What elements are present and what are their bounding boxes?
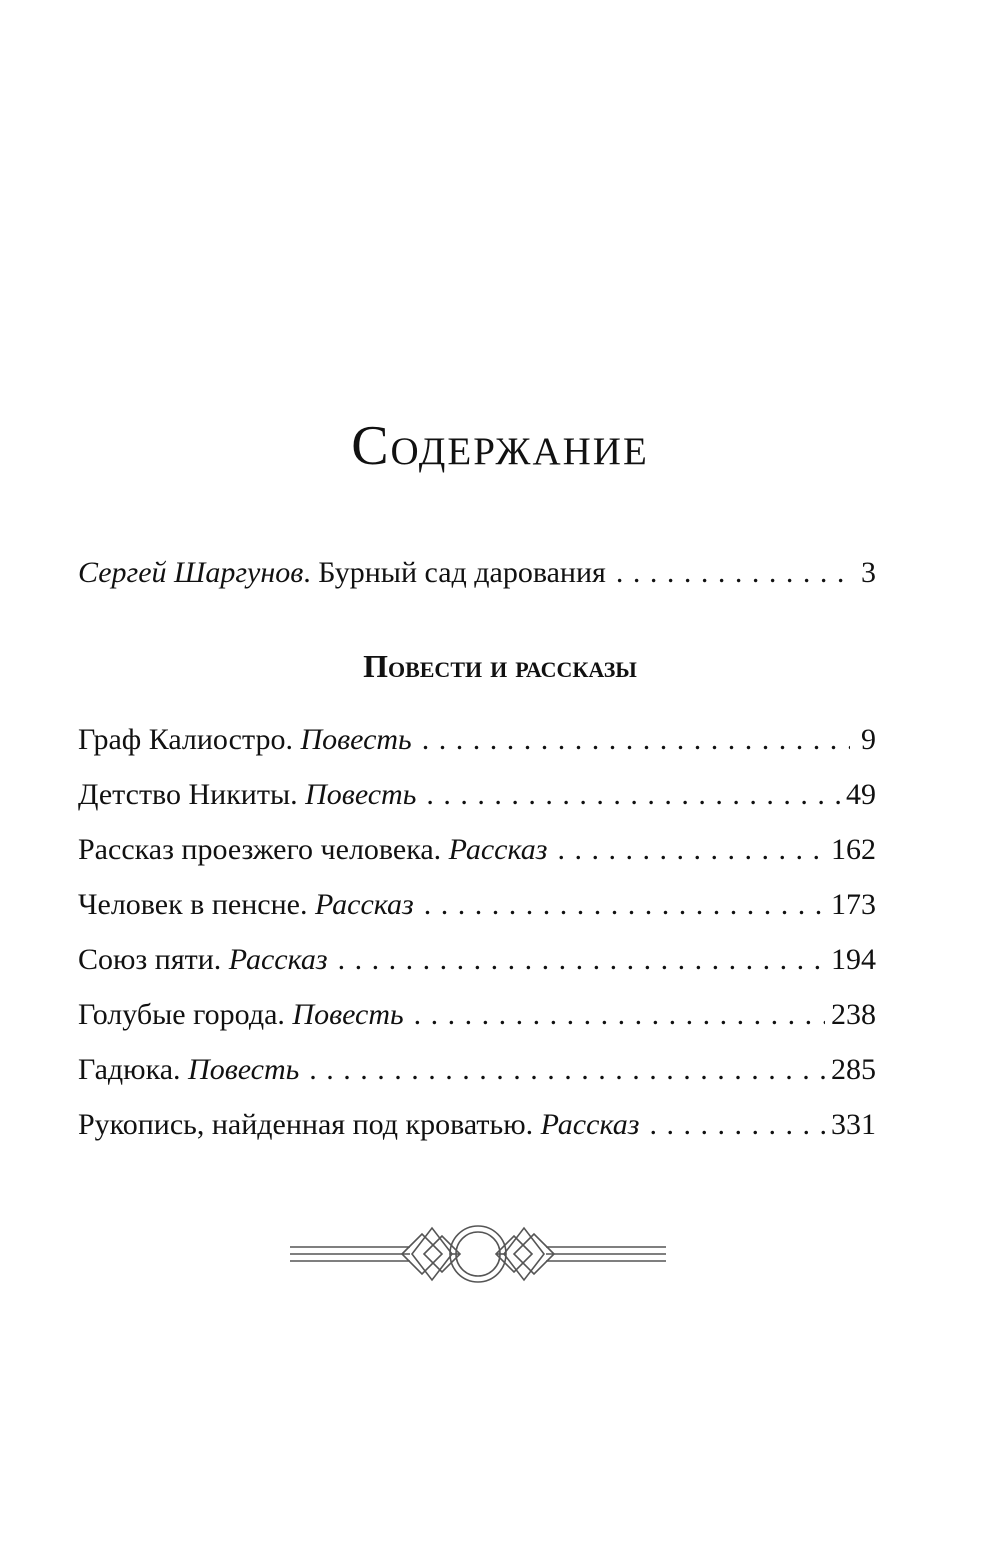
intro-author: Сергей Шаргунов: [78, 556, 304, 589]
page-number: 9: [861, 723, 876, 756]
leader-dots: [424, 887, 825, 923]
toc-entry-text: [78, 722, 412, 758]
toc-entry[interactable]: [78, 942, 876, 978]
leader-dots: [309, 1052, 825, 1088]
intro-title: Бурный сад дарования: [318, 556, 606, 589]
leader-dots: [414, 997, 825, 1033]
page-number: 194: [831, 943, 876, 976]
page-number: 173: [831, 888, 876, 921]
entry-genre: Повесть: [292, 998, 404, 1031]
entry-genre: Повесть: [300, 723, 412, 756]
toc-entry-text: [78, 942, 328, 978]
entry-genre: Рассказ: [448, 833, 548, 866]
toc-entry[interactable]: [78, 997, 876, 1033]
section-heading: Повести и рассказы: [363, 648, 637, 684]
entry-title: Союз пяти.: [78, 943, 222, 976]
toc-entry-text: [78, 1052, 299, 1088]
toc-entry-text: [78, 777, 416, 813]
page-number: 3: [861, 556, 876, 589]
page-number: 162: [831, 833, 876, 866]
leader-dots: [338, 942, 825, 978]
page-number: 331: [831, 1108, 876, 1141]
toc-entry[interactable]: [78, 832, 876, 868]
entry-title: Рассказ проезжего человека.: [78, 833, 442, 866]
entry-genre: Рассказ: [314, 888, 414, 921]
toc-entry-text: Сергей Шаргунов. Бурный сад дарования: [78, 556, 606, 589]
entry-genre: Повесть: [188, 1053, 300, 1086]
toc-entry[interactable]: [78, 722, 876, 758]
page-title: Содержание: [351, 415, 649, 477]
leader-dots: [426, 777, 840, 813]
toc-entry[interactable]: [78, 887, 876, 923]
toc-entry[interactable]: [78, 1107, 876, 1143]
page-number: 285: [831, 1053, 876, 1086]
leader-dots: [557, 832, 825, 868]
toc-entry-text: [78, 887, 414, 923]
toc-entry-text: [78, 832, 547, 868]
page-number: 49: [846, 778, 876, 811]
leader-dots: [616, 555, 850, 591]
entry-title: Гадюка.: [78, 1053, 181, 1086]
entry-genre: Рассказ: [228, 943, 328, 976]
toc-entry[interactable]: [78, 1052, 876, 1088]
page-number: 238: [831, 998, 876, 1031]
art-deco-divider-icon: [290, 1218, 666, 1290]
entry-genre: Повесть: [305, 778, 417, 811]
entry-genre: Рассказ: [540, 1108, 640, 1141]
entry-title: Детство Никиты.: [78, 778, 298, 811]
toc-entry[interactable]: [78, 777, 876, 813]
entry-title: Человек в пенсне.: [78, 888, 308, 921]
toc-entry-text: [78, 1107, 639, 1143]
entry-title: Рукопись, найденная под кроватью.: [78, 1108, 534, 1141]
entry-title: Граф Калиостро.: [78, 723, 293, 756]
leader-dots: [422, 722, 850, 758]
entry-title: Голубые города.: [78, 998, 285, 1031]
toc-entry-text: [78, 997, 404, 1033]
toc-intro-entry[interactable]: [78, 555, 876, 591]
leader-dots: [649, 1107, 825, 1143]
